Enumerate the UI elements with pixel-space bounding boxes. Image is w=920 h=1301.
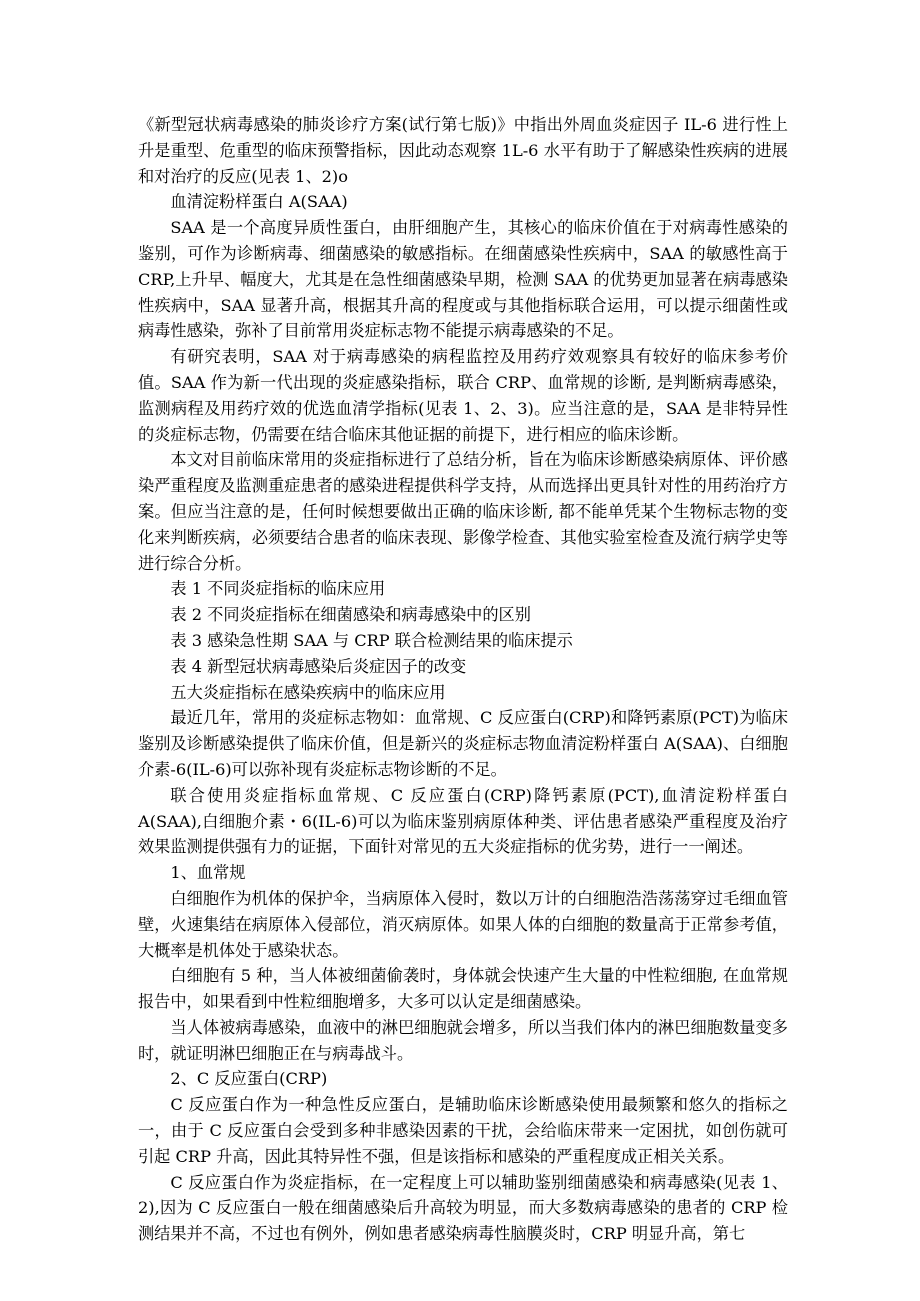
- table-caption-3: 表 3 感染急性期 SAA 与 CRP 联合检测结果的临床提示: [170, 630, 573, 650]
- table-caption-4: 表 4 新型冠状病毒感染后炎症因子的改变: [170, 656, 467, 676]
- paragraph-crp-definition: C 反应蛋白作为一种急性反应蛋白，是辅助临床诊断感染使用最频繁和悠久的指标之一，由于 C 反应蛋白会受到多种非感染因素的干扰，会给临床带来一定困扰，如创伤就可引起 CRP 升高，因此其特异性不强，但是该指标和感染的严重程度成正相关关系。: [138, 1095, 788, 1166]
- paragraph-saa-research: 有研究表明，SAA 对于病毒感染的病程监控及用药疗效观察具有较好的临床参考价值。SAA 作为新一代出现的炎症感染指标，联合 CRP、血常规的诊断, 是判断病毒感染，监测病程及用药疗效的优选血清学指标(见表 1、2、3)。应当注意的是，SAA 是非特异性的炎症标志物，仍需要在结合临床其他证据的前提下，进行相应的临床诊断。: [138, 347, 788, 444]
- table-caption-1: 表 1 不同炎症指标的临床应用: [170, 579, 386, 599]
- heading-crp: 2、C 反应蛋白(CRP): [170, 1069, 328, 1089]
- paragraph-summary: 本文对目前临床常用的炎症指标进行了总结分析，旨在为临床诊断感染病原体、评价感染严重程度及监测重症患者的感染进程提供科学支持，从而选择出更具针对性的用药治疗方案。但应当注意的是，任何时候想要做出正确的临床诊断, 都不能单凭某个生物标志物的变化来判断疾病，必须要结合患者的临床表现、影像学检查、其他实验室检查及流行病学史等进行综合分析。: [138, 450, 788, 573]
- paragraph-white-cells: 白细胞作为机体的保护伞，当病原体入侵时，数以万计的白细胞浩浩荡荡穿过毛细血管壁，火速集结在病原体入侵部位，消灭病原体。如果人体的白细胞的数量高于正常参考值，大概率是机体处于感染状态。: [138, 888, 788, 960]
- paragraph-recent-years: 最近几年，常用的炎症标志物如：血常规、C 反应蛋白(CRP)和降钙素原(PCT)为临床鉴别及诊断感染提供了临床价值，但是新兴的炎症标志物血清淀粉样蛋白 A(SAA)、白细胞介素-6(IL-6)可以弥补现有炎症标志物诊断的不足。: [138, 708, 788, 779]
- paragraph-combined-use: 联合使用炎症指标血常规、C 反应蛋白(CRP)降钙素原(PCT),血清淀粉样蛋白 A(SAA),白细胞介素・6(IL-6)可以为临床鉴别病原体种类、评估患者感染严重程度及治疗效果监测提供强有力的证据，下面针对常见的五大炎症指标的优劣势，进行一一阐述。: [138, 785, 788, 857]
- heading-saa: 血清淀粉样蛋白 A(SAA): [170, 192, 348, 212]
- paragraph-neutrophils: 白细胞有 5 种，当人体被细菌偷袭时，身体就会快速产生大量的中性粒细胞, 在血常规报告中，如果看到中性粒细胞增多，大多可以认定是细菌感染。: [138, 966, 788, 1012]
- table-caption-2: 表 2 不同炎症指标在细菌感染和病毒感染中的区别: [170, 605, 531, 625]
- paragraph-intro-il6: 《新型冠状病毒感染的肺炎诊疗方案(试行第七版)》中指出外周血炎症因子 IL-6 进行性上升是重型、危重型的临床预警指标，因此动态观察 1L-6 水平有助于了解感染性疾病的进展和对治疗的反应(见表 1、2)o: [138, 115, 788, 186]
- heading-five-indicators: 五大炎症指标在感染疾病中的临床应用: [170, 682, 446, 702]
- paragraph-lymphocytes: 当人体被病毒感染，血液中的淋巴细胞就会增多，所以当我们体内的淋巴细胞数量变多时，就证明淋巴细胞正在与病毒战斗。: [138, 1017, 788, 1063]
- heading-blood-routine: 1、血常规: [170, 863, 246, 883]
- paragraph-crp-differentiation: C 反应蛋白作为炎症指标，在一定程度上可以辅助鉴别细菌感染和病毒感染(见表 1、2),因为 C 反应蛋白一般在细菌感染后升高较为明显，而大多数病毒感染的患者的 CRP 检测结果并不高，不过也有例外，例如患者感染病毒性脑膜炎时，CRP 明显升高，第七: [138, 1172, 788, 1244]
- paragraph-saa-definition: SAA 是一个高度异质性蛋白，由肝细胞产生，其核心的临床价值在于对病毒性感染的鉴别，可作为诊断病毒、细菌感染的敏感指标。在细菌感染性疾病中，SAA 的敏感性高于 CRP,上升早、幅度大，尤其是在急性细菌感染早期，检测 SAA 的优势更加显著在病毒感染性疾病中，SAA 显著升高，根据其升高的程度或与其他指标联合运用，可以提示细菌性或病毒性感染，弥补了目前常用炎症标志物不能提示病毒感染的不足。: [138, 218, 788, 341]
- document-page: [138, 112, 788, 1247]
